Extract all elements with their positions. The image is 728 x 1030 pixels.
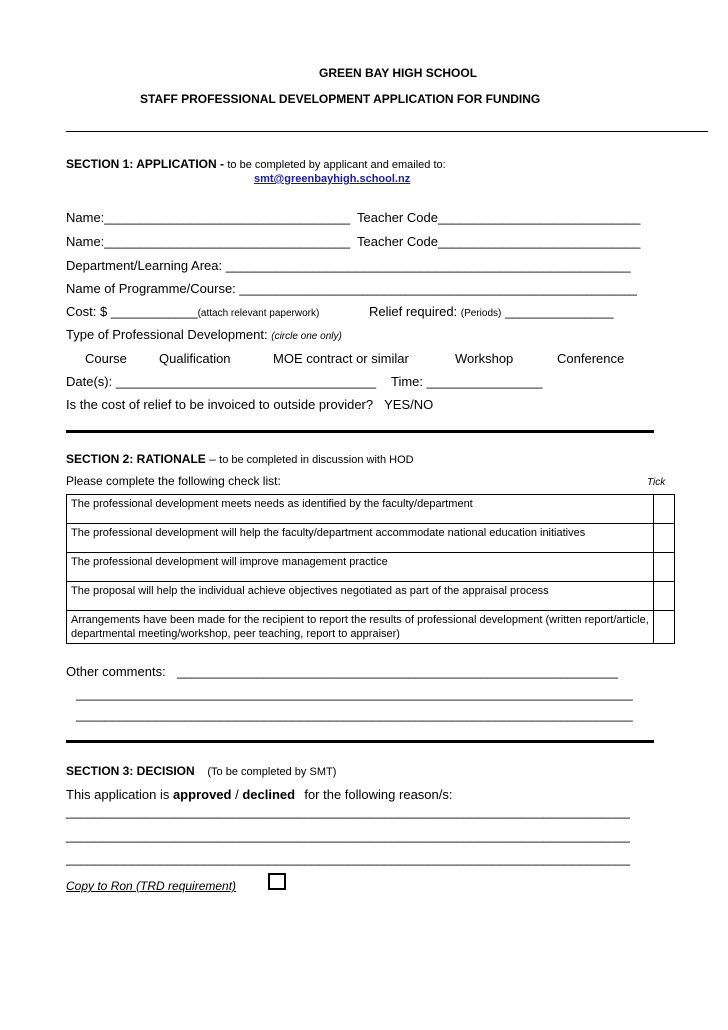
pd-option-qualification[interactable]: Qualification [159,351,231,366]
section3-title: SECTION 3: DECISION [66,764,195,778]
decision-statement [66,787,452,802]
tick-cell[interactable] [654,553,675,582]
pd-option-conference[interactable]: Conference [557,351,625,366]
decision-declined[interactable]: declined [242,787,296,802]
other-comments-line-1: _____________________________________________________________ [176,664,618,679]
section1-subtitle: to be completed by applicant and emailed to: [227,159,446,171]
email-link[interactable]: smt@greenbayhigh.school.nz [254,173,411,185]
invoice-yes-no[interactable]: YES/NO [384,397,434,412]
other-comments-line-3[interactable]: _____________________________________________________________________________ [76,707,633,722]
pd-option-course[interactable]: Course [85,351,127,366]
section2-heading [66,452,414,466]
checklist-item-text: The professional development will help the faculty/department accommodate national education initiatives [67,524,654,553]
pd-type-label: Type of Professional Development: [66,327,268,342]
section2-dash: – [209,452,216,466]
relief-line: _______________ [504,304,614,319]
decision-prefix: This application is [66,787,170,802]
name-field-1[interactable]: Name:__________________________________ [66,210,351,225]
header-divider [66,131,708,132]
pd-option-workshop[interactable]: Workshop [455,351,514,366]
decision-suffix: for the following reason/s: [304,787,453,802]
teacher-code-field-2[interactable]: Teacher Code____________________________ [357,234,641,249]
school-name: GREEN BAY HIGH SCHOOL [319,66,478,80]
section3-heading [66,764,336,778]
section2-subtitle: to be completed in discussion with HOD [219,454,414,466]
section1-dash: - [220,157,225,171]
pd-type-row [66,327,342,342]
pd-option-moe-contract[interactable]: MOE contract or similar [273,351,409,366]
section1-heading [66,157,446,171]
tick-cell[interactable] [654,495,675,524]
checklist-row [67,582,675,611]
checklist-item-text: Arrangements have been made for the recipient to report the results of professional development (written report/article, departmental meeting/workshop, peer teaching, report to appraiser) [67,611,654,644]
checklist-row [67,495,675,524]
section2-title: SECTION 2: RATIONALE [66,452,206,466]
checklist-row [67,524,675,553]
department-field[interactable]: Department/Learning Area: ________________________________________________________ [66,258,631,273]
tick-cell[interactable] [654,524,675,553]
checklist-table [66,494,675,644]
teacher-code-field-1[interactable]: Teacher Code____________________________ [357,210,641,225]
checklist-item-text: The professional development will improve management practice [67,553,654,582]
checklist-item-text: The professional development meets needs as identified by the faculty/department [67,495,654,524]
programme-field[interactable]: Name of Programme/Course: _______________________________________________________ [66,281,638,296]
form-title: STAFF PROFESSIONAL DEVELOPMENT APPLICATION FOR FUNDING [140,92,541,106]
pd-type-note: (circle one only) [271,331,342,342]
section2-divider [66,740,654,743]
checklist-instruction: Please complete the following check list: [66,474,281,488]
other-comments-label: Other comments: [66,664,166,679]
checklist-item-text: The proposal will help the individual achieve objectives negotiated as part of the appraisal process [67,582,654,611]
tick-cell[interactable] [654,582,675,611]
decision-slash: / [235,787,239,802]
invoice-question-row [66,397,433,412]
reason-line-1[interactable]: ______________________________________________________________________________ [66,804,630,819]
copy-to-ron-checkbox[interactable] [268,873,286,890]
reason-line-2[interactable]: ______________________________________________________________________________ [66,828,630,843]
dates-field[interactable]: Date(s): ____________________________________ [66,374,377,389]
relief-field[interactable] [369,304,613,319]
reason-line-3[interactable]: ______________________________________________________________________________ [66,851,630,866]
relief-label: Relief required: [369,304,458,319]
copy-to-ron-label: Copy to Ron (TRD requirement) [66,879,237,893]
tick-column-label: Tick [647,477,666,488]
invoice-question: Is the cost of relief to be invoiced to outside provider? [66,397,374,412]
section1-title: SECTION 1: APPLICATION [66,157,217,171]
time-field[interactable]: Time: ________________ [391,374,543,389]
cost-field[interactable] [66,304,319,319]
cost-label: Cost: $ ____________ [66,304,198,319]
checklist-row [67,611,675,644]
name-field-2[interactable]: Name:__________________________________ [66,234,351,249]
section1-divider [66,430,654,433]
decision-approved[interactable]: approved [172,787,232,802]
other-comments-row[interactable] [66,664,618,679]
tick-cell[interactable] [654,611,675,644]
cost-note: (attach relevant paperwork) [197,308,320,319]
relief-note: (Periods) [460,308,502,319]
checklist-row [67,553,675,582]
other-comments-line-2[interactable]: _____________________________________________________________________________ [76,686,633,701]
section3-subtitle: (To be completed by SMT) [207,766,337,778]
